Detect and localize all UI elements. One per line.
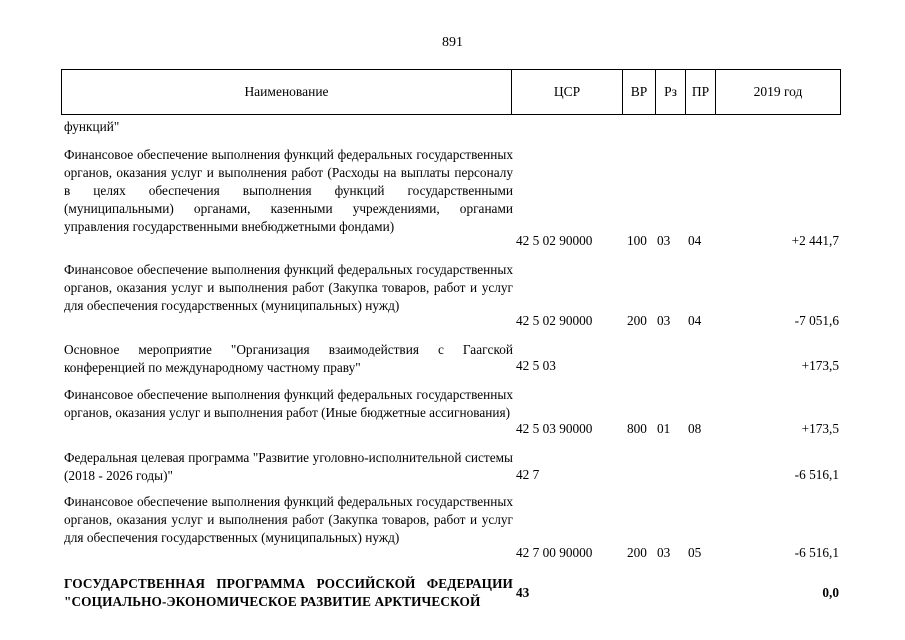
row-csr: 42 7 [516,467,540,482]
row-csr: 43 [516,585,530,600]
header-csr: ЦСР [512,70,623,114]
row-rz: 03 [657,545,671,560]
row-amount: 0,0 [822,585,839,600]
row-name: Финансовое обеспечение выполнения функций федеральных государственных органов, оказания услуг и выполнения работ (Иные бюджетные ассигнования) [64,387,513,420]
row-name: Федеральная целевая программа "Развитие уголовно-исполнительной системы (2018 - 2026 годы)" [64,450,513,483]
table-header [61,69,841,115]
row-csr: 42 5 02 90000 [516,233,593,248]
row-amount: -6 516,1 [794,545,839,560]
row-amount: +2 441,7 [791,233,839,248]
header-pr: ПР [686,70,716,114]
row-csr: 42 5 03 [516,358,556,373]
row-vr: 800 [627,421,647,436]
row-vr: 200 [627,313,647,328]
header-name: Наименование [62,70,512,114]
row-name: функций" [64,119,120,134]
row-csr: 42 5 03 90000 [516,421,593,436]
row-rz: 03 [657,233,671,248]
row-amount: -6 516,1 [794,467,839,482]
row-vr: 100 [627,233,647,248]
row-vr: 200 [627,545,647,560]
row-name: Финансовое обеспечение выполнения функций федеральных государственных органов, оказания услуг и выполнения работ (Закупка товаров, работ и услуг для обеспечения государственных (муниципальных) нужд) [64,494,513,545]
page-number: 891 [442,35,463,50]
row-rz: 01 [657,421,671,436]
row-pr: 04 [688,233,702,248]
header-rz: Рз [656,70,686,114]
row-csr: 42 5 02 90000 [516,313,593,328]
row-name: Финансовое обеспечение выполнения функций федеральных государственных органов, оказания услуг и выполнения работ (Расходы на выплаты персоналу в целях обеспечения выполнения функций государственными (муниципальными) органами, казенными учреждениями, органами управления государственными внебюджетными фондами) [64,147,513,234]
header-vr: ВР [623,70,656,114]
row-pr: 04 [688,313,702,328]
row-amount: -7 051,6 [794,313,839,328]
row-amount: +173,5 [801,421,839,436]
row-pr: 08 [688,421,702,436]
row-name: Основное мероприятие "Организация взаимодействия с Гаагской конференцией по международному частному праву" [64,342,513,375]
row-pr: 05 [688,545,702,560]
row-name: ГОСУДАРСТВЕННАЯ ПРОГРАММА РОССИЙСКОЙ ФЕДЕРАЦИИ "СОЦИАЛЬНО-ЭКОНОМИЧЕСКОЕ РАЗВИТИЕ АРКТИЧЕСКОЙ [64,576,513,609]
row-rz: 03 [657,313,671,328]
header-year: 2019 год [753,84,803,99]
row-name: Финансовое обеспечение выполнения функций федеральных государственных органов, оказания услуг и выполнения работ (Закупка товаров, работ и услуг для обеспечения государственных (муниципальных) нужд) [64,262,513,313]
row-csr: 42 7 00 90000 [516,545,593,560]
row-amount: +173,5 [801,358,839,373]
